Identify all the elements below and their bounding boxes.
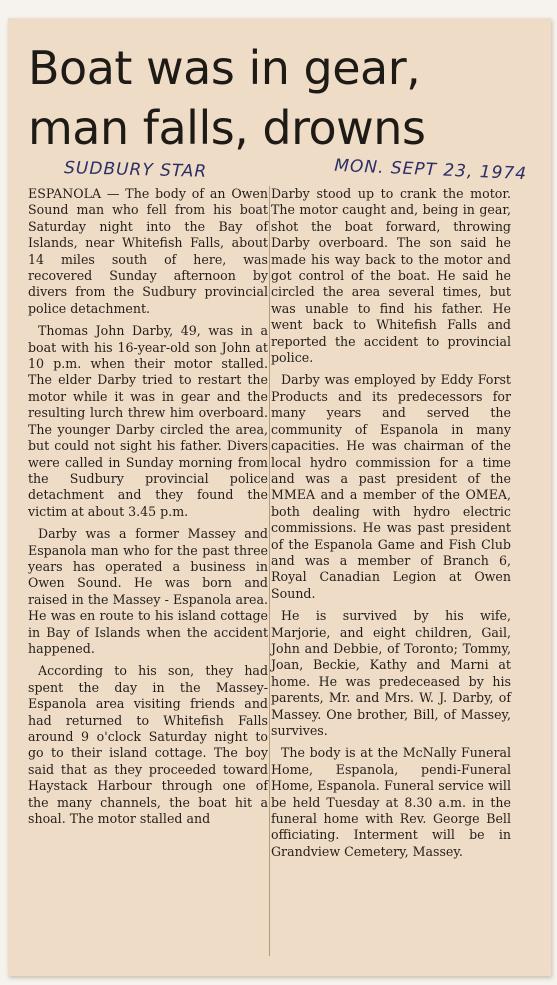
paragraph: According to his son, they had spent the day in the Massey-Espanola area visiting friends and had returned to Whitefish Falls around 9 o'clock Saturday night to go to their island cottage. The boy said that as they proceeded toward Haystack Harbour through one of the many channels, the boat hit a shoal. The motor stalled and <box>28 663 268 827</box>
paragraph: Darby was employed by Eddy Forst Products and its predecessors for many years and served the community of Espanola in many capacities. He was chairman of the local hydro commission for a time and was a past president of the MMEA and a member of the OMEA, both dealing with hydro electric commissions. He was past president of the Espanola Game and Fish Club and was a member of Branch 6, Royal Canadian Legion at Owen Sound. <box>271 372 511 601</box>
paragraph: Darby was a former Massey and Espanola man who for the past three years has operated a business in Owen Sound. He was born and raised in the Massey - Espanola area. He was en route to his island cottage in Bay of Islands when the accident happened. <box>28 526 268 656</box>
paragraph: Darby stood up to crank the motor. The motor caught and, being in gear, shot the boat forward, throwing Darby overboard. The son said he made his way back to the motor and got control of the boat. He said he circled the area several times, but was unable to find his father. He went back to Whitefish Falls and reported the accident to provincial police. <box>271 186 511 366</box>
handwritten-source-note: SUDBURY STAR <box>63 158 208 182</box>
paragraph: ESPANOLA — The body of an Owen Sound man who fell from his boat Saturday night into the Bay of Islands, near Whitefish Falls, about 14 miles south of here, was recovered Sunday afternoon by divers from the Sudbury provincial police detachment. <box>28 186 268 316</box>
paragraph: He is survived by his wife, Marjorie, and eight children, Gail, John and Debbie, of Toronto; Tommy, Joan, Beckie, Kathy and Marni at home. He was predeceased by his parents, Mr. and Mrs. W. J. Darby, of Massey. One brother, Bill, of Massey, survives. <box>271 608 511 738</box>
paragraph: The body is at the McNally Funeral Home, Espanola, pendi-Funeral Home, Espanola. Funeral service will be held Tuesday at 8.30 a.m. in the funeral home with Rev. George Bell officiating. Interment will be in Grandview Cemetery, Massey. <box>271 745 511 859</box>
article-column-right <box>271 186 511 866</box>
handwritten-date-note: MON. SEPT 23, 1974 <box>333 155 528 185</box>
column-divider <box>269 186 270 956</box>
headline: Boat was in gear, man falls, drowns <box>28 41 426 155</box>
article-column-left <box>28 186 268 833</box>
paragraph: Thomas John Darby, 49, was in a boat with his 16-year-old son John at 10 p.m. when their motor stalled. The elder Darby tried to restart the motor while it was in gear and the resulting lurch threw him overboard. The younger Darby circled the area, but could not sight his father. Divers were called in Sunday morning from the Sudbury provincial police detachment and they found the victim at about 3.45 p.m. <box>28 323 268 519</box>
